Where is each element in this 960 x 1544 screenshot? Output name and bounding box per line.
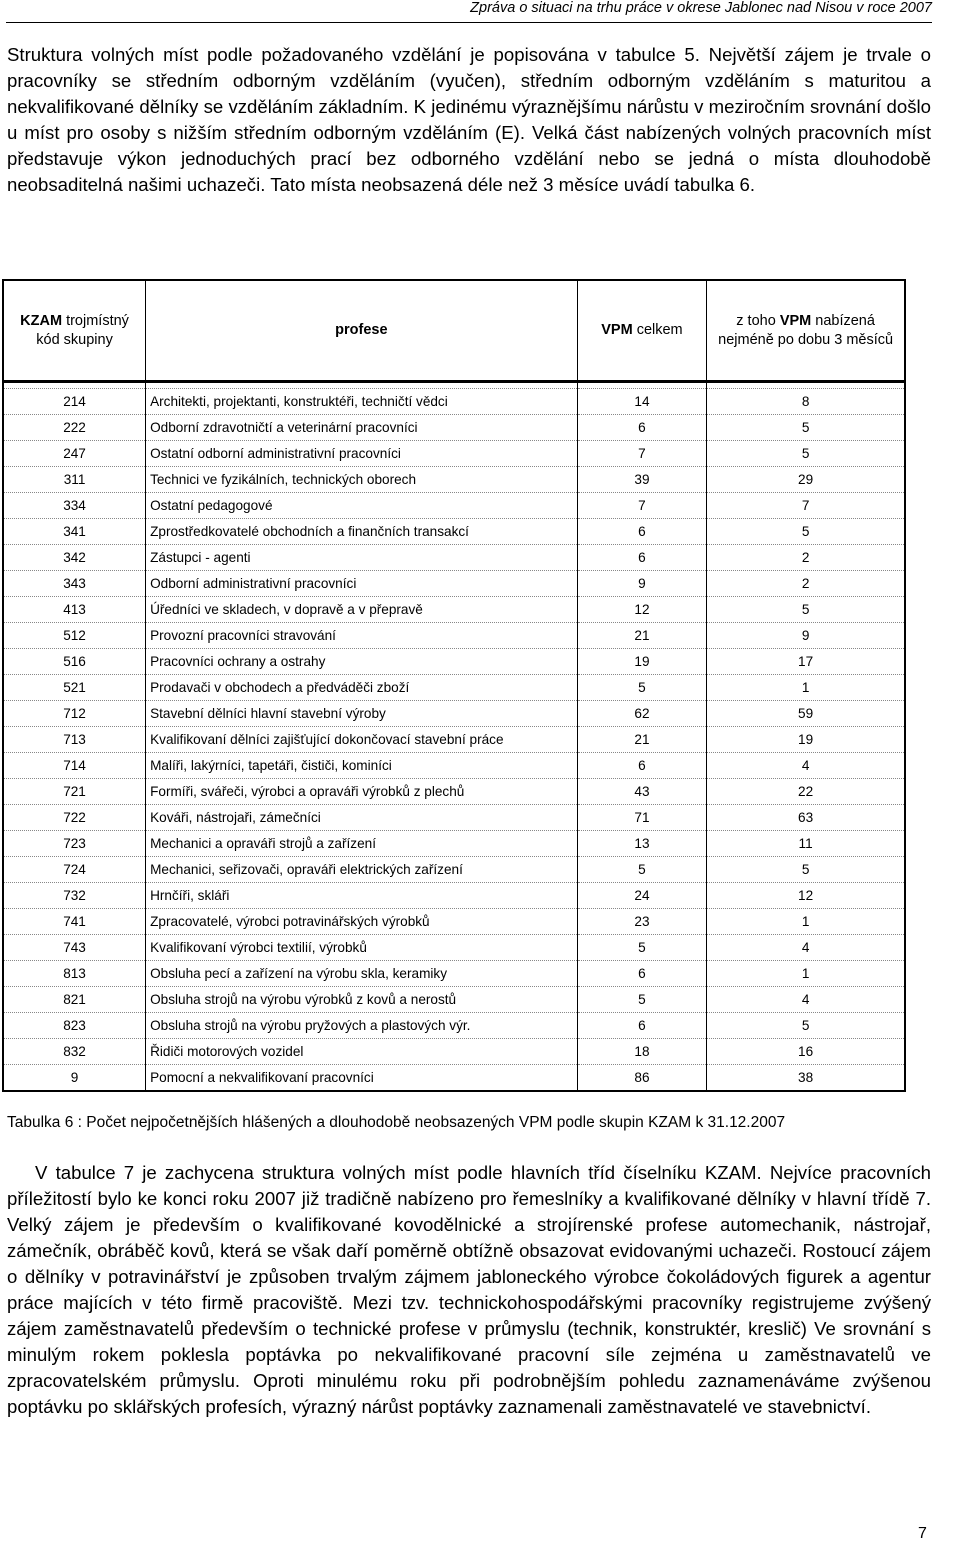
cell-profese: Kováři, nástrojaři, zámečníci	[146, 805, 578, 831]
cell-vpm-total: 6	[577, 753, 707, 779]
cell-code: 724	[3, 857, 146, 883]
table-row	[3, 753, 905, 779]
header-kzam: KZAM trojmístný kód skupiny	[3, 280, 146, 382]
cell-vpm-long: 5	[707, 857, 905, 883]
cell-vpm-long: 4	[707, 753, 905, 779]
cell-code: 342	[3, 545, 146, 571]
cell-code: 743	[3, 935, 146, 961]
cell-profese: Provozní pracovníci stravování	[146, 623, 578, 649]
cell-vpm-total: 23	[577, 909, 707, 935]
cell-profese: Malíři, lakýrníci, tapetáři, čističi, kominíci	[146, 753, 578, 779]
cell-code: 732	[3, 883, 146, 909]
table-row	[3, 545, 905, 571]
cell-profese: Řidiči motorových vozidel	[146, 1039, 578, 1065]
table-row	[3, 805, 905, 831]
table-row	[3, 701, 905, 727]
cell-profese: Kvalifikovaní dělníci zajišťující dokončovací stavební práce	[146, 727, 578, 753]
cell-code: 722	[3, 805, 146, 831]
cell-vpm-total: 5	[577, 857, 707, 883]
cell-vpm-long: 5	[707, 1013, 905, 1039]
table-row	[3, 597, 905, 623]
page-header: Zpráva o situaci na trhu práce v okrese Jablonec nad Nisou v roce 2007	[470, 0, 932, 16]
cell-profese: Mechanici a opraváři strojů a zařízení	[146, 831, 578, 857]
cell-profese: Mechanici, seřizovači, opraváři elektrických zařízení	[146, 857, 578, 883]
table-row	[3, 389, 905, 415]
cell-vpm-total: 9	[577, 571, 707, 597]
table-row	[3, 675, 905, 701]
cell-code: 821	[3, 987, 146, 1013]
cell-vpm-total: 5	[577, 675, 707, 701]
cell-vpm-total: 71	[577, 805, 707, 831]
cell-vpm-long: 9	[707, 623, 905, 649]
cell-vpm-total: 21	[577, 727, 707, 753]
cell-vpm-long: 5	[707, 415, 905, 441]
cell-vpm-total: 6	[577, 545, 707, 571]
table-row	[3, 1065, 905, 1092]
table-row	[3, 909, 905, 935]
header-vpm-long: z toho VPM nabízená nejméně po dobu 3 měsíců	[707, 280, 905, 382]
cell-vpm-total: 5	[577, 935, 707, 961]
cell-profese: Obsluha pecí a zařízení na výrobu skla, keramiky	[146, 961, 578, 987]
cell-vpm-long: 59	[707, 701, 905, 727]
cell-code: 723	[3, 831, 146, 857]
cell-code: 334	[3, 493, 146, 519]
paragraph-intro: Struktura volných míst podle požadovaného vzdělání je popisována v tabulce 5. Největší zájem je trvale o pracovníky se středním odborným vzděláním (vyučen), středním odborným vzděláním s maturitou a nekvalifikované dělníky se vzděláním základním. K jedinému výraznějšímu nárůstu v meziročním srovnání došlo u míst pro osoby s nižším středním odborným vzděláním (E). Velká část nabízených volných pracovních míst představuje výkon jednoduchých prací bez odborného vzdělání nebo se jedná o místa dlouhodobě neobsaditelná našimi uchazeči. Tato místa neobsazená déle než 3 měsíce uvádí tabulka 6.	[7, 44, 931, 195]
table-row	[3, 857, 905, 883]
cell-code: 214	[3, 389, 146, 415]
table-row	[3, 961, 905, 987]
cell-code: 343	[3, 571, 146, 597]
cell-vpm-long: 63	[707, 805, 905, 831]
cell-vpm-total: 43	[577, 779, 707, 805]
cell-vpm-total: 7	[577, 493, 707, 519]
table-row	[3, 1013, 905, 1039]
table-caption: Tabulka 6 : Počet nejpočetnějších hlášených a dlouhodobě neobsazených VPM podle skupin KZAM k 31.12.2007	[7, 1114, 786, 1131]
table-row	[3, 987, 905, 1013]
header-profese: profese	[146, 280, 578, 382]
cell-code: 741	[3, 909, 146, 935]
cell-vpm-long: 11	[707, 831, 905, 857]
cell-profese: Úředníci ve skladech, v dopravě a v přepravě	[146, 597, 578, 623]
table-row	[3, 571, 905, 597]
header-vpm-celkem: VPM celkem	[577, 280, 707, 382]
cell-vpm-total: 6	[577, 415, 707, 441]
cell-vpm-long: 4	[707, 987, 905, 1013]
cell-vpm-long: 1	[707, 961, 905, 987]
cell-vpm-total: 19	[577, 649, 707, 675]
cell-vpm-total: 6	[577, 961, 707, 987]
cell-vpm-long: 12	[707, 883, 905, 909]
cell-code: 823	[3, 1013, 146, 1039]
paragraph-body: V tabulce 7 je zachycena struktura volných míst podle hlavních tříd číselníku KZAM. Nejvíce pracovních příležitostí bylo ke konci roku 2007 již tradičně nabízeno pro řemeslníky a kvalifikované dělníky v hlavní třídě 7. Velký zájem je především o kvalifikované kovodělnické a strojírenské profese automechanik, nástrojař, zámečník, obráběč kovů, která se však daří poměrně obtížně obsazovat evidovanými uchazeči. Rostoucí zájem o dělníky v potravinářství je způsoben trvalým zájmem jabloneckého výrobce čokoládových figurek a agentur práce majících v této firmě pracoviště. Mezi tzv. technickohospodářskými pracovníky registrujeme zvýšený zájem zaměstnavatelů především o technické profese v průmyslu (technik, konstruktér, kreslič) Ve srovnání s minulým rokem poklesla poptávka po nekvalifikované pracovní síle zejména u zaměstnavatelů ve zpracovatelském průmyslu. Oproti minulému roku při podrobnějším pohledu zaznamenáváme zvýšenou poptávku po sklářských profesích, výrazný nárůst poptávky zaznamenali zaměstnavatelé ve stavebnictví.	[7, 1162, 931, 1417]
cell-profese: Ostatní pedagogové	[146, 493, 578, 519]
cell-profese: Zprostředkovatelé obchodních a finančních transakcí	[146, 519, 578, 545]
table-row	[3, 493, 905, 519]
cell-code: 413	[3, 597, 146, 623]
cell-vpm-long: 29	[707, 467, 905, 493]
cell-vpm-total: 24	[577, 883, 707, 909]
cell-vpm-total: 18	[577, 1039, 707, 1065]
cell-vpm-long: 19	[707, 727, 905, 753]
cell-profese: Zpracovatelé, výrobci potravinářských výrobků	[146, 909, 578, 935]
table-row	[3, 779, 905, 805]
cell-profese: Technici ve fyzikálních, technických oborech	[146, 467, 578, 493]
cell-code: 341	[3, 519, 146, 545]
cell-vpm-long: 1	[707, 909, 905, 935]
cell-profese: Pracovníci ochrany a ostrahy	[146, 649, 578, 675]
kzam-table	[2, 279, 906, 1092]
cell-code: 222	[3, 415, 146, 441]
cell-profese: Odborní zdravotničtí a veterinární pracovníci	[146, 415, 578, 441]
cell-vpm-total: 6	[577, 519, 707, 545]
cell-profese: Obsluha strojů na výrobu pryžových a plastových výr.	[146, 1013, 578, 1039]
cell-profese: Odborní administrativní pracovníci	[146, 571, 578, 597]
table-row	[3, 883, 905, 909]
cell-vpm-long: 22	[707, 779, 905, 805]
cell-vpm-total: 12	[577, 597, 707, 623]
cell-vpm-long: 5	[707, 441, 905, 467]
cell-vpm-total: 5	[577, 987, 707, 1013]
cell-code: 247	[3, 441, 146, 467]
table-row	[3, 623, 905, 649]
cell-code: 714	[3, 753, 146, 779]
table-row	[3, 415, 905, 441]
table-row	[3, 441, 905, 467]
table-row	[3, 519, 905, 545]
cell-vpm-long: 4	[707, 935, 905, 961]
cell-profese: Pomocní a nekvalifikovaní pracovníci	[146, 1065, 578, 1092]
cell-code: 813	[3, 961, 146, 987]
table-row	[3, 649, 905, 675]
cell-vpm-long: 16	[707, 1039, 905, 1065]
cell-profese: Architekti, projektanti, konstruktéři, techničtí vědci	[146, 389, 578, 415]
cell-code: 713	[3, 727, 146, 753]
table-row	[3, 1039, 905, 1065]
cell-vpm-total: 39	[577, 467, 707, 493]
cell-profese: Zástupci - agenti	[146, 545, 578, 571]
cell-profese: Hrnčíři, skláři	[146, 883, 578, 909]
cell-code: 516	[3, 649, 146, 675]
cell-vpm-total: 6	[577, 1013, 707, 1039]
cell-vpm-long: 17	[707, 649, 905, 675]
cell-vpm-total: 7	[577, 441, 707, 467]
cell-code: 832	[3, 1039, 146, 1065]
cell-vpm-total: 86	[577, 1065, 707, 1092]
cell-profese: Obsluha strojů na výrobu výrobků z kovů a nerostů	[146, 987, 578, 1013]
table-row	[3, 831, 905, 857]
page-number: 7	[918, 1525, 927, 1542]
cell-code: 521	[3, 675, 146, 701]
cell-vpm-total: 13	[577, 831, 707, 857]
table-row	[3, 467, 905, 493]
cell-code: 311	[3, 467, 146, 493]
cell-vpm-long: 2	[707, 545, 905, 571]
cell-vpm-long: 1	[707, 675, 905, 701]
cell-vpm-total: 62	[577, 701, 707, 727]
table-header-row	[3, 280, 905, 382]
cell-vpm-long: 5	[707, 597, 905, 623]
table-row	[3, 935, 905, 961]
cell-vpm-total: 21	[577, 623, 707, 649]
cell-profese: Kvalifikovaní výrobci textilií, výrobků	[146, 935, 578, 961]
cell-vpm-long: 2	[707, 571, 905, 597]
cell-code: 9	[3, 1065, 146, 1092]
cell-code: 721	[3, 779, 146, 805]
cell-vpm-long: 38	[707, 1065, 905, 1092]
cell-vpm-long: 7	[707, 493, 905, 519]
cell-vpm-long: 5	[707, 519, 905, 545]
header-rule	[6, 22, 932, 23]
cell-profese: Formíři, svářeči, výrobci a opraváři výrobků z plechů	[146, 779, 578, 805]
cell-profese: Ostatní odborní administrativní pracovníci	[146, 441, 578, 467]
cell-code: 712	[3, 701, 146, 727]
cell-profese: Stavební dělníci hlavní stavební výroby	[146, 701, 578, 727]
cell-vpm-total: 14	[577, 389, 707, 415]
cell-code: 512	[3, 623, 146, 649]
cell-profese: Prodavači v obchodech a předváděči zboží	[146, 675, 578, 701]
table-row	[3, 727, 905, 753]
cell-vpm-long: 8	[707, 389, 905, 415]
